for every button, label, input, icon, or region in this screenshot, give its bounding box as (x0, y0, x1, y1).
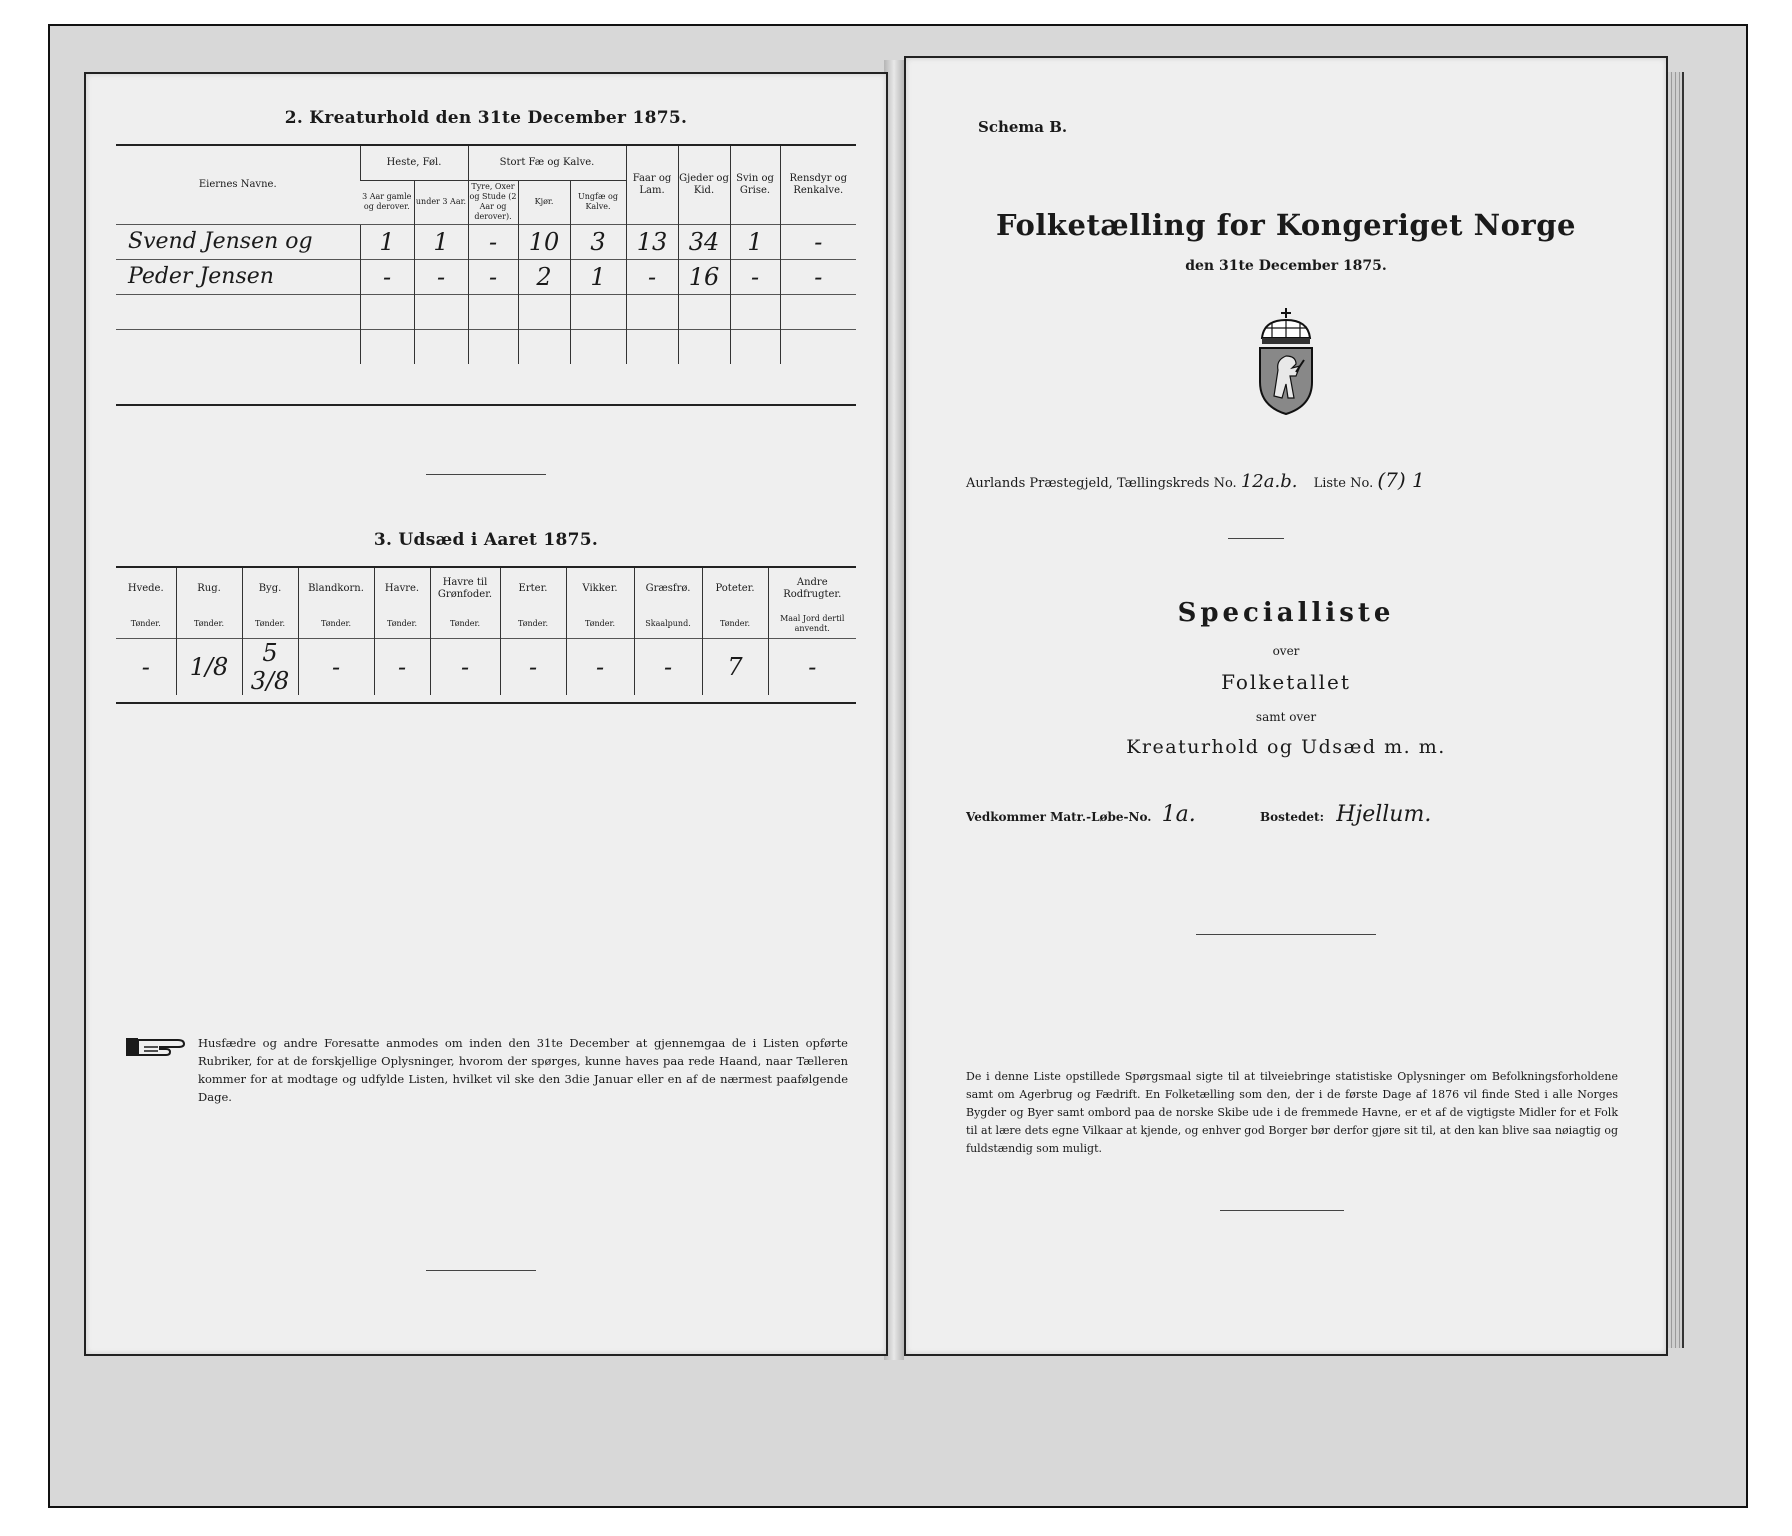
folketallet-text: Folketallet (1221, 670, 1351, 694)
coat-of-arms-icon (1252, 306, 1320, 416)
seed-unit: Maal Jord dertil anvendt. (768, 610, 856, 638)
notice-text: Husfædre og andre Foresatte anmodes om inden den 31te December at gjennemgaa de i Listen opførte Rubriker, for at de forskjellige Oplysninger, hvorom der spørges, kunne haves paa rede Haand, naar Tælleren kommer for at modtage og udfylde Listen, hvilket vil ske den 3die Januar eller en af de nærmest paafølgende Dage. (198, 1036, 848, 1104)
seed-value: - (566, 638, 634, 695)
divider (1220, 1210, 1344, 1211)
seed-title: 3. Udsæd i Aaret 1875. (373, 530, 599, 550)
cell: - (468, 224, 518, 259)
gjeder-header: Gjeder og Kid. (678, 146, 730, 224)
divider (426, 1270, 536, 1271)
cell: 1 (730, 224, 780, 259)
table-row (116, 224, 856, 259)
stort-sub-3: Ungfæ og Kalve. (570, 180, 626, 224)
census-date: den 31te December 1875. (1185, 258, 1387, 274)
rule (116, 404, 856, 406)
cell: - (730, 259, 780, 294)
table-row (116, 259, 856, 294)
seed-header: Poteter. (702, 568, 768, 610)
seed-unit: Tønder. (176, 610, 242, 638)
faar-header: Faar og Lam. (626, 146, 678, 224)
seed-header-row (116, 568, 856, 610)
owner-name: Svend Jensen og (116, 224, 360, 259)
seed-header: Vikker. (566, 568, 634, 610)
left-page (84, 72, 888, 1356)
stort-fae-header: Stort Fæ og Kalve. (468, 146, 626, 180)
owner-name: Peder Jensen (116, 259, 360, 294)
kreds-value: 12a.b. (1240, 471, 1298, 492)
bosted-value: Hjellum. (1336, 802, 1432, 827)
cell: 10 (518, 224, 570, 259)
cell: - (626, 259, 678, 294)
matr-line (966, 802, 1646, 827)
heste-sub-1: 3 Aar gamle og derover. (362, 192, 412, 211)
divider (1228, 538, 1284, 539)
seed-header: Erter. (500, 568, 566, 610)
cell: - (414, 259, 468, 294)
heste-header: Heste, Føl. (360, 146, 468, 180)
seed-value: - (768, 638, 856, 695)
over-text: over (1272, 644, 1300, 658)
rensdyr-header: Rensdyr og Renkalve. (780, 146, 856, 224)
cell: 3 (570, 224, 626, 259)
owner-header: Eiernes Navne. (198, 178, 277, 190)
seed-unit: Tønder. (242, 610, 298, 638)
district-line (966, 468, 1646, 492)
matr-label: Vedkommer Matr.-Løbe-No. (966, 810, 1152, 824)
seed-unit: Tønder. (374, 610, 430, 638)
seed-unit: Tønder. (500, 610, 566, 638)
seed-value: - (430, 638, 500, 695)
cell: 1 (360, 224, 414, 259)
seed-value: 1/8 (176, 638, 242, 695)
cell: - (780, 224, 856, 259)
kreds-label: Tællingskreds No. (1116, 476, 1237, 491)
stort-sub-1: Tyre, Oxer og Stude (2 Aar og derover). (468, 180, 518, 224)
seed-header: Hvede. (127, 583, 164, 594)
seed-unit: Tønder. (566, 610, 634, 638)
seed-header: Blandkorn. (298, 568, 374, 610)
seed-unit: Tønder. (298, 610, 374, 638)
cell: - (468, 259, 518, 294)
heste-sub-2: under 3 Aar. (414, 180, 468, 224)
seed-value-row (116, 638, 856, 695)
seed-unit: Tønder. (430, 610, 500, 638)
prestegjeld-label: Aurlands Præstegjeld, (966, 476, 1113, 491)
specialliste-heading: Specialliste (1177, 598, 1395, 628)
kreaturhold-text: Kreaturhold og Udsæd m. m. (1126, 736, 1446, 758)
matr-value: 1a. (1161, 802, 1196, 827)
table-row-empty (116, 329, 856, 364)
table-row-empty (116, 294, 856, 329)
cell: 34 (678, 224, 730, 259)
seed-header: Andre Rodfrugter. (768, 568, 856, 610)
seed-value: - (500, 638, 566, 695)
page-title: Folketælling for Kongeriget Norge (996, 208, 1576, 242)
samt-over-text: samt over (1255, 710, 1317, 724)
cell: 1 (414, 224, 468, 259)
seed-header: Rug. (176, 568, 242, 610)
right-page (904, 56, 1668, 1356)
seed-unit: Tønder. (702, 610, 768, 638)
cell: 1 (570, 259, 626, 294)
schema-label: Schema B. (978, 118, 1068, 136)
seed-value: - (374, 638, 430, 695)
bosted-label: Bostedet: (1259, 810, 1325, 824)
cell: - (360, 259, 414, 294)
liste-value: (7) 1 (1377, 468, 1425, 492)
rule (116, 702, 856, 704)
pointing-hand-icon (124, 1032, 188, 1060)
livestock-title: 2. Kreaturhold den 31te December 1875. (284, 108, 688, 128)
seed-table (116, 568, 856, 695)
seed-header: Græsfrø. (634, 568, 702, 610)
liste-label: Liste No. (1313, 476, 1374, 491)
stort-sub-2: Kjør. (518, 180, 570, 224)
seed-header: Byg. (242, 568, 298, 610)
cell: - (780, 259, 856, 294)
seed-header: Havre. (374, 568, 430, 610)
cell: 13 (626, 224, 678, 259)
seed-value: - (298, 638, 374, 695)
seed-value: 5 3/8 (242, 638, 298, 695)
divider (426, 474, 546, 475)
divider (1196, 934, 1376, 935)
seed-unit-row (116, 610, 856, 638)
seed-value: - (116, 638, 176, 695)
footer-text: De i denne Liste opstillede Spørgsmaal sigte til at tilveiebringe statistiske Oplysninger om Befolkningsforholdene samt om Agerbrug og Fædrift. En Folketælling som den, der i de første Dage af 1876 vil finde Sted i alle Norges Bygder og Byer samt ombord paa de norske Skibe ude i de fremmede Havne, er et af de vigtigste Midler for et Folk til at lære dets egne Vilkaar at kjende, og enhver god Borger bør derfor gjøre sit til, at den kan blive saa nøiagtig og fuldstændig som muligt. (966, 1070, 1618, 1155)
seed-unit: Skaalpund. (634, 610, 702, 638)
seed-unit: Tønder. (130, 618, 161, 628)
cell: 16 (678, 259, 730, 294)
seed-value: 7 (702, 638, 768, 695)
svin-header: Svin og Grise. (730, 146, 780, 224)
cell: 2 (518, 259, 570, 294)
livestock-table (116, 146, 856, 364)
seed-value: - (634, 638, 702, 695)
seed-header: Havre til Grønfoder. (430, 568, 500, 610)
